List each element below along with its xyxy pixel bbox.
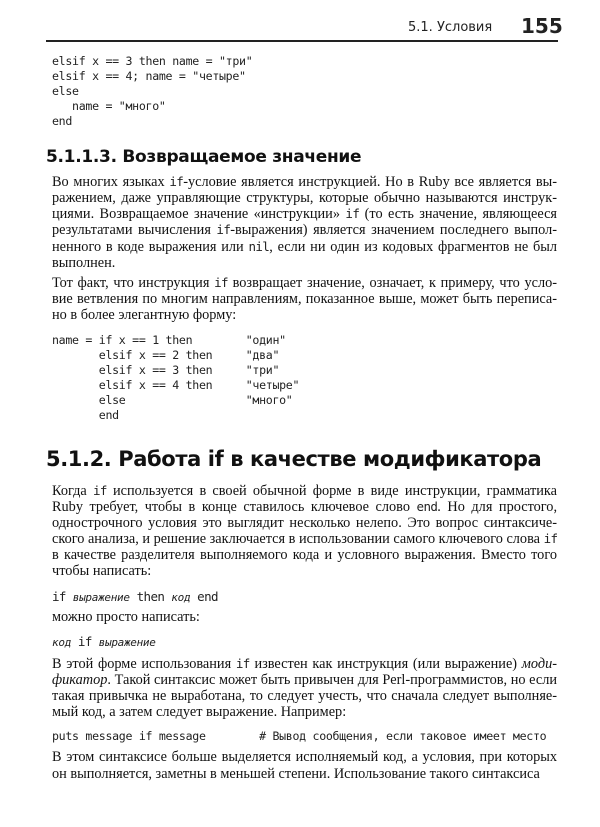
- inline-code: end: [416, 499, 438, 514]
- text-run: циями. Возвращаемое значение «инструкции»: [52, 206, 346, 222]
- text-run: можно просто написать:: [52, 609, 200, 625]
- text-run: , если ни один из кодовых фрагментов не был: [269, 239, 557, 255]
- text-run: В этой форме использования: [52, 656, 236, 672]
- page-number: 155: [521, 14, 563, 38]
- inline-code: if: [70, 634, 99, 649]
- code-line: elsif x == 4; name = "четыре": [52, 69, 246, 83]
- running-header-section: 5.1. Условия: [408, 20, 493, 35]
- section-heading-5-1-1-3: 5.1.1.3. Возвращаемое значение: [46, 147, 362, 167]
- inline-code: выражение: [98, 636, 156, 649]
- inline-code: end: [190, 589, 218, 604]
- text-run: Когда: [52, 483, 93, 499]
- text-run: такая привычка не выработана, то следует учесть, что сначала следует выполняе-: [52, 688, 557, 704]
- code-line: [52, 634, 156, 650]
- inline-code: if: [235, 656, 250, 671]
- text-run: -выражения) является значением последнего выпол-: [230, 222, 557, 238]
- text-run: фикатор: [52, 672, 108, 688]
- text-run: моди-: [521, 656, 558, 672]
- inline-code: if: [543, 531, 558, 546]
- paragraph-line: [52, 255, 557, 273]
- text-run: (то есть значение, являющееся: [359, 206, 557, 222]
- paragraph-line: [52, 222, 557, 240]
- code-line: [52, 589, 218, 605]
- text-run: известен как инструкция (или выражение): [249, 656, 522, 672]
- code-line: else "много": [52, 393, 293, 407]
- text-run: однострочного условия это выглядит несколько нелепо. Это вопрос синтаксиче-: [52, 515, 557, 531]
- text-run: используется в своей обычной форме в виде инструкции, грамматика: [106, 483, 557, 499]
- code-line: elsif x == 4 then "четыре": [52, 378, 300, 392]
- text-run: мый код, а затем следует выражение. Например:: [52, 704, 347, 720]
- paragraph-line: [52, 563, 557, 581]
- text-run: возвращает значение, означает, к примеру, что усло-: [227, 275, 557, 291]
- code-line: name = "много": [52, 99, 166, 113]
- inline-code: if: [169, 174, 184, 189]
- paragraph-line: [52, 766, 557, 784]
- inline-code: if: [345, 206, 360, 221]
- code-line: elsif x == 3 then "три": [52, 363, 280, 377]
- text-run: выполнен.: [52, 255, 116, 271]
- paragraph-line: [52, 704, 557, 722]
- text-run: результатами вычисления: [52, 222, 217, 238]
- text-run: чтобы написать:: [52, 563, 152, 579]
- text-run: Ruby требует, чтобы в конце ставилось ключевое слово: [52, 499, 417, 515]
- header-rule: [46, 40, 558, 42]
- text-run: но в более элегантную форму:: [52, 307, 237, 323]
- code-line: elsif x == 3 then name = "три": [52, 54, 253, 68]
- inline-code: if: [92, 483, 107, 498]
- text-run: вие ветвления по многим направлениям, показанное выше, может быть переписа-: [52, 291, 557, 307]
- text-run: Тот факт, что инструкция: [52, 275, 215, 291]
- inline-code: if: [52, 589, 73, 604]
- section-heading-5-1-2: 5.1.2. Работа if в качестве модификатора: [46, 447, 542, 471]
- inline-code: nil: [248, 239, 270, 254]
- text-run: . Но для простого,: [437, 499, 558, 515]
- text-run: ненного в коде выражения или: [52, 239, 249, 255]
- text-run: он выполняется, заметны в меньшей степени. Использование такого синтаксиса: [52, 766, 540, 782]
- code-line: name = if x == 1 then "один": [52, 333, 286, 347]
- inline-code: if: [216, 222, 231, 237]
- code-line: puts message if message # Вывод сообщения, если таковое имеет место: [52, 729, 547, 743]
- text-run: ского анализа, и решение заключается в использовании самого ключевого слова: [52, 531, 544, 547]
- code-line: end: [52, 114, 73, 128]
- inline-code: код: [171, 591, 191, 604]
- inline-code: код: [52, 636, 71, 649]
- paragraph-line: [52, 609, 557, 627]
- inline-code: if: [214, 275, 228, 290]
- text-run: Во многих языках: [52, 174, 170, 190]
- text-run: в качестве разделителя выполняемого кода и условного выражения. Вместо того: [52, 547, 557, 563]
- code-line: elsif x == 2 then "два": [52, 348, 280, 362]
- text-run: . Такой синтаксис может быть привычен для Perl-программистов, но если: [107, 672, 557, 688]
- text-run: -условие является инструкцией. Но в Ruby все является вы-: [183, 174, 557, 190]
- code-line: else: [52, 84, 79, 98]
- text-run: ражением, даже управляющие структуры, которые обычно называются инструк-: [52, 190, 557, 206]
- text-run: В этом синтаксисе больше выделяется исполняемый код, а условия, при которых: [52, 749, 557, 765]
- code-line: end: [52, 408, 119, 422]
- inline-code: then: [129, 589, 172, 604]
- inline-code: выражение: [72, 591, 130, 604]
- paragraph-line: [52, 307, 557, 325]
- paragraph-line: [52, 749, 557, 767]
